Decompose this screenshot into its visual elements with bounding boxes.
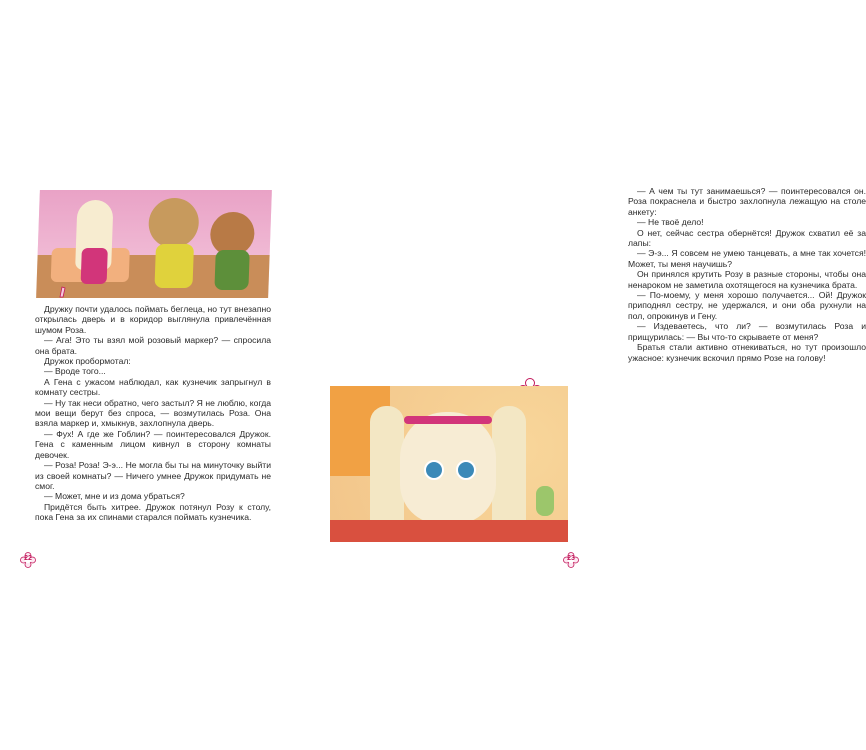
paragraph: Дружок пробормотал: bbox=[44, 356, 131, 367]
illustration-rosa-closeup bbox=[330, 386, 568, 542]
paragraph: — По-моему, у меня хорошо получается... Ой! Дружок приподнял сестру, не удержался, и они оба рухнули на пол, опрокинув и Гену. bbox=[628, 290, 866, 321]
paragraph: — Не твоё дело! bbox=[637, 217, 704, 228]
page-number: 23 bbox=[567, 555, 575, 562]
paragraph: — Фух! А где же Гоблин? — поинтересовался Дружок. Гена с каменным лицом кивнул в сторону комнаты девочек. bbox=[35, 428, 271, 460]
paragraph: О нет, сейчас сестра обернётся! Дружок схватил её за лапы: bbox=[628, 227, 866, 249]
paragraph: — Вроде того... bbox=[44, 366, 106, 377]
paragraph: — А чем ты тут занимаешься? — поинтересовался он. Роза покраснела и быстро захлопнула лежащую на столе анкету: bbox=[628, 186, 866, 217]
page-number: 22 bbox=[24, 555, 32, 562]
illustration-kids-bedroom bbox=[36, 190, 272, 298]
paragraph: Он принялся крутить Розу в разные стороны, чтобы она ненароком не заметила охотящегося на кузнечика брата. bbox=[628, 269, 866, 290]
paragraph: — Роза! Роза! Э-э... Не могла бы ты на минуточку выйти из своей комнаты? — Ничего умнее Дружок придумать не смог. bbox=[35, 460, 271, 491]
right-page bbox=[300, 0, 866, 750]
paragraph: Дружку почти удалось поймать беглеца, но тут внезапно открылась дверь и в коридор выглянула привлечённая шумом Роза. bbox=[35, 304, 271, 335]
paragraph: А Гена с ужасом наблюдал, как кузнечик запрыгнул в комнату сестры. bbox=[35, 376, 271, 398]
paragraph: — Ну так неси обратно, чего застыл? Я не люблю, когда мои вещи берут без спроса, — возмутилась Роза. Она взяла маркер и, хмыкнув, захлопнула дверь. bbox=[35, 397, 271, 429]
paragraph: — Издеваетесь, что ли? — возмутилась Роза и прищурилась: — Вы что-то скрываете от меня? bbox=[628, 321, 866, 342]
paragraph: — Может, мне и из дома убраться? bbox=[44, 491, 185, 502]
left-page bbox=[0, 0, 300, 750]
paragraph: — Ага! Это ты взял мой розовый маркер? — спросила она брата. bbox=[35, 335, 271, 356]
paragraph: Придётся быть хитрее. Дружок потянул Розу к столу, пока Гена за их спинами старался поймать кузнечика. bbox=[35, 501, 271, 523]
paragraph: Братья стали активно отнекиваться, но тут произошло ужасное: кузнечик вскочил прямо Розе на голову! bbox=[628, 342, 866, 363]
paragraph: — Э-э... Я совсем не умею танцевать, а мне так хочется! Может, ты меня научишь? bbox=[628, 248, 866, 269]
right-page-text bbox=[628, 186, 866, 363]
pencil-icon bbox=[58, 286, 68, 298]
left-page-text bbox=[35, 304, 271, 523]
